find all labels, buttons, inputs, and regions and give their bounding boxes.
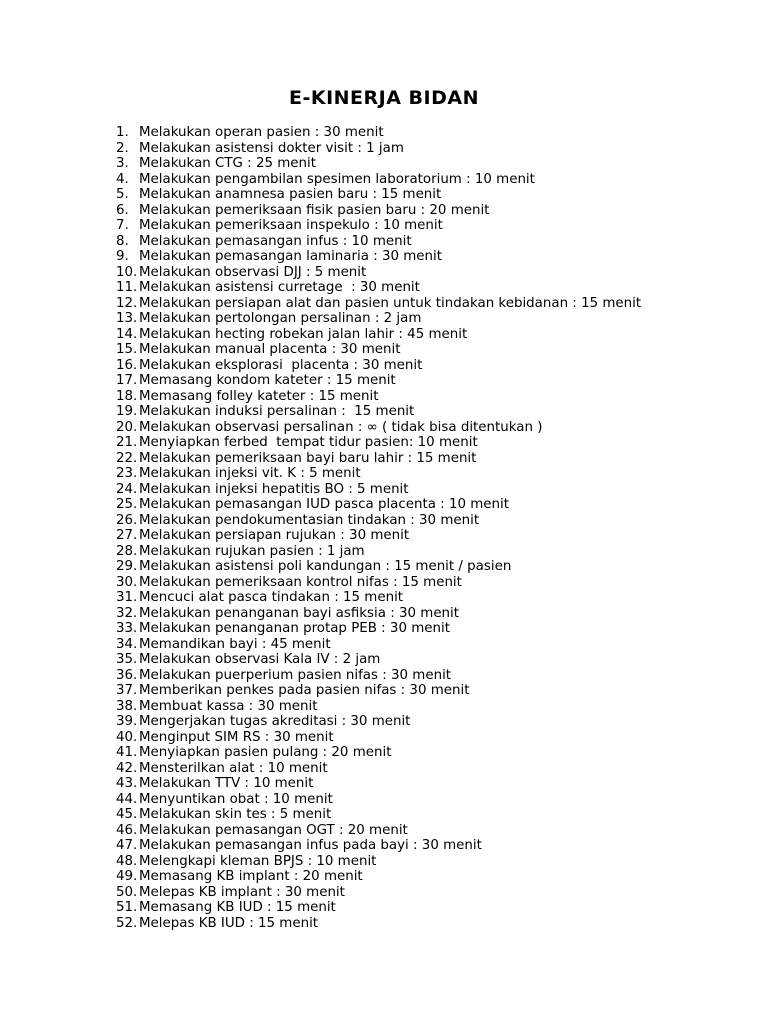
list-item-text: Melakukan rujukan pasien : 1 jam	[139, 543, 365, 559]
list-item-text: Melengkapi kleman BPJS : 10 menit	[139, 853, 377, 869]
list-item-number: 1.	[116, 125, 129, 140]
list-item	[116, 482, 641, 498]
list-item	[116, 203, 641, 219]
list-item-text: Melakukan pemasangan OGT : 20 menit	[139, 822, 408, 838]
list-item-text: Mensterilkan alat : 10 menit	[139, 760, 328, 776]
list-item-number: 6.	[116, 202, 129, 218]
list-item-text: Melakukan persiapan rujukan : 30 menit	[139, 528, 410, 543]
list-item	[116, 885, 641, 901]
list-item	[116, 156, 641, 172]
list-item-number: 18.	[116, 388, 138, 404]
list-item-number: 20.	[116, 419, 138, 435]
list-item-number: 36.	[116, 667, 138, 683]
list-item-number: 21.	[116, 435, 138, 450]
document-title: E-KINERJA BIDAN	[289, 87, 479, 109]
list-item	[116, 714, 641, 730]
list-item	[116, 420, 641, 436]
list-item-number: 44.	[116, 791, 138, 807]
list-item-text: Melakukan observasi persalinan : ∞ ( tidak bisa ditentukan )	[139, 419, 543, 435]
list-item	[116, 296, 641, 312]
list-item	[116, 280, 641, 296]
list-item-number: 47.	[116, 838, 138, 853]
list-item-text: Melakukan pemeriksaan fisik pasien baru : 20 menit	[139, 202, 490, 218]
list-item	[116, 218, 641, 234]
list-item	[116, 792, 641, 808]
list-item-text: Mengerjakan tugas akreditasi : 30 menit	[139, 714, 411, 729]
list-item-number: 11.	[116, 280, 138, 295]
list-item-number: 24.	[116, 481, 138, 497]
list-item	[116, 373, 641, 389]
list-item-text: Melakukan CTG : 25 menit	[139, 156, 316, 171]
list-item-text: Menyuntikan obat : 10 menit	[139, 791, 333, 807]
list-item-text: Memandikan bayi : 45 menit	[139, 636, 331, 652]
list-item-text: Melakukan operan pasien : 30 menit	[139, 125, 384, 140]
list-item	[116, 234, 641, 250]
list-item	[116, 590, 641, 606]
list-item-text: Melakukan manual placenta : 30 menit	[139, 342, 401, 357]
list-item-text: Memberikan penkes pada pasien nifas : 30 menit	[139, 683, 470, 698]
list-item	[116, 745, 641, 761]
list-item-text: Melakukan eksplorasi placenta : 30 menit	[139, 357, 423, 373]
list-item-text: Melakukan persiapan alat dan pasien untuk tindakan kebidanan : 15 menit	[139, 295, 642, 311]
list-item	[116, 652, 641, 668]
list-item	[116, 342, 641, 358]
list-item	[116, 497, 641, 513]
list-item-number: 31.	[116, 590, 138, 605]
list-item-text: Mencuci alat pasca tindakan : 15 menit	[139, 590, 404, 605]
list-item	[116, 823, 641, 839]
list-item-text: Melakukan pengambilan spesimen laboratorium : 10 menit	[139, 171, 535, 187]
list-item-text: Melakukan observasi DJJ : 5 menit	[139, 264, 367, 280]
list-item	[116, 900, 641, 916]
list-item	[116, 575, 641, 591]
list-item-text: Melakukan pemeriksaan kontrol nifas : 15 menit	[139, 574, 462, 590]
list-item	[116, 451, 641, 467]
list-item	[116, 513, 641, 529]
list-item	[116, 559, 641, 575]
list-item-number: 51.	[116, 900, 138, 915]
list-item-number: 48.	[116, 853, 138, 869]
list-item-text: Melakukan asistensi curretage : 30 menit	[139, 280, 420, 295]
list-item-text: Menyiapkan pasien pulang : 20 menit	[139, 745, 392, 760]
list-item-text: Membuat kassa : 30 menit	[139, 698, 318, 714]
list-item-number: 28.	[116, 543, 138, 559]
list-item	[116, 327, 641, 343]
list-item	[116, 838, 641, 854]
list-item	[116, 125, 641, 141]
list-item-number: 50.	[116, 884, 138, 900]
list-item-text: Melakukan pemeriksaan inspekulo : 10 menit	[139, 218, 443, 233]
list-item-number: 4.	[116, 171, 129, 187]
list-item-number: 52.	[116, 915, 138, 931]
list-item	[116, 528, 641, 544]
list-item	[116, 466, 641, 482]
list-item-number: 7.	[116, 218, 129, 233]
list-item-number: 35.	[116, 652, 138, 667]
list-item-number: 30.	[116, 574, 138, 590]
list-item-text: Melakukan pemasangan IUD pasca placenta : 10 menit	[139, 497, 509, 512]
list-item-text: Melakukan pemeriksaan bayi baru lahir : 15 menit	[139, 450, 477, 466]
list-item-number: 33.	[116, 621, 138, 636]
list-item-number: 32.	[116, 605, 138, 621]
list-item	[116, 187, 641, 203]
list-item-number: 27.	[116, 528, 138, 543]
list-item	[116, 761, 641, 777]
list-item-number: 9.	[116, 249, 129, 264]
list-item-text: Memasang KB IUD : 15 menit	[139, 900, 336, 915]
list-item-text: Melakukan penanganan protap PEB : 30 menit	[139, 621, 450, 636]
list-item-number: 38.	[116, 698, 138, 714]
list-item	[116, 435, 641, 451]
list-item-number: 17.	[116, 373, 138, 388]
list-item	[116, 141, 641, 157]
list-item-number: 37.	[116, 683, 138, 698]
list-item-number: 3.	[116, 156, 129, 171]
list-item-text: Melepas KB implant : 30 menit	[139, 884, 345, 900]
list-item-text: Memasang KB implant : 20 menit	[139, 869, 363, 884]
list-item-text: Melakukan pemasangan infus : 10 menit	[139, 233, 412, 249]
list-item-number: 49.	[116, 869, 138, 884]
list-item-number: 10.	[116, 264, 138, 280]
list-item-number: 42.	[116, 760, 138, 776]
list-item	[116, 606, 641, 622]
list-item-text: Melakukan induksi persalinan : 15 menit	[139, 404, 415, 419]
list-item-text: Melakukan asistensi poli kandungan : 15 menit / pasien	[139, 559, 512, 574]
list-item-text: Memasang kondom kateter : 15 menit	[139, 373, 396, 388]
list-item-text: Melakukan observasi Kala IV : 2 jam	[139, 652, 381, 667]
list-item-number: 26.	[116, 512, 138, 528]
list-item-text: Melakukan asistensi dokter visit : 1 jam	[139, 140, 404, 156]
list-item-number: 29.	[116, 559, 138, 574]
list-item	[116, 404, 641, 420]
list-item-number: 25.	[116, 497, 138, 512]
list-item	[116, 854, 641, 870]
list-item-text: Melakukan puerperium pasien nifas : 30 menit	[139, 667, 452, 683]
list-item-number: 19.	[116, 404, 138, 419]
list-item	[116, 265, 641, 281]
task-list	[116, 125, 641, 931]
list-item	[116, 776, 641, 792]
list-item-text: Melakukan pemasangan infus pada bayi : 30 menit	[139, 838, 482, 853]
list-item-text: Melakukan hecting robekan jalan lahir : 45 menit	[139, 326, 468, 342]
list-item-text: Melakukan pendokumentasian tindakan : 30 menit	[139, 512, 480, 528]
list-item	[116, 249, 641, 265]
list-item-text: Melakukan TTV : 10 menit	[139, 776, 314, 791]
list-item-text: Menyiapkan ferbed tempat tidur pasien: 10 menit	[139, 435, 478, 450]
list-item-number: 16.	[116, 357, 138, 373]
list-item-text: Menginput SIM RS : 30 menit	[139, 729, 334, 745]
list-item-text: Melakukan skin tes : 5 menit	[139, 807, 332, 822]
list-item	[116, 683, 641, 699]
list-item-number: 8.	[116, 233, 129, 249]
list-item	[116, 807, 641, 823]
list-item-number: 43.	[116, 776, 138, 791]
list-item-text: Melepas KB IUD : 15 menit	[139, 915, 319, 931]
list-item	[116, 637, 641, 653]
list-item-text: Melakukan penanganan bayi asfiksia : 30 menit	[139, 605, 460, 621]
list-item	[116, 311, 641, 327]
list-item-number: 14.	[116, 326, 138, 342]
list-item-number: 15.	[116, 342, 138, 357]
list-item	[116, 916, 641, 932]
list-item-number: 41.	[116, 745, 138, 760]
list-item	[116, 621, 641, 637]
list-item-number: 40.	[116, 729, 138, 745]
list-item-number: 22.	[116, 450, 138, 466]
list-item-number: 39.	[116, 714, 138, 729]
list-item	[116, 389, 641, 405]
list-item	[116, 668, 641, 684]
list-item	[116, 172, 641, 188]
list-item-text: Melakukan pertolongan persalinan : 2 jam	[139, 311, 422, 326]
list-item-number: 5.	[116, 187, 129, 202]
list-item-number: 12.	[116, 295, 138, 311]
list-item-text: Memasang folley kateter : 15 menit	[139, 388, 379, 404]
list-item	[116, 699, 641, 715]
list-item	[116, 869, 641, 885]
list-item-text: Melakukan injeksi hepatitis BO : 5 menit	[139, 481, 409, 497]
list-item	[116, 358, 641, 374]
list-item-text: Melakukan injeksi vit. K : 5 menit	[139, 466, 361, 481]
list-item-text: Melakukan anamnesa pasien baru : 15 menit	[139, 187, 442, 202]
list-item-number: 13.	[116, 311, 138, 326]
list-item-number: 46.	[116, 822, 138, 838]
list-item-number: 45.	[116, 807, 138, 822]
list-item-number: 2.	[116, 140, 129, 156]
list-item-number: 23.	[116, 466, 138, 481]
list-item-text: Melakukan pemasangan laminaria : 30 menit	[139, 249, 442, 264]
list-item	[116, 544, 641, 560]
list-item	[116, 730, 641, 746]
list-item-number: 34.	[116, 636, 138, 652]
